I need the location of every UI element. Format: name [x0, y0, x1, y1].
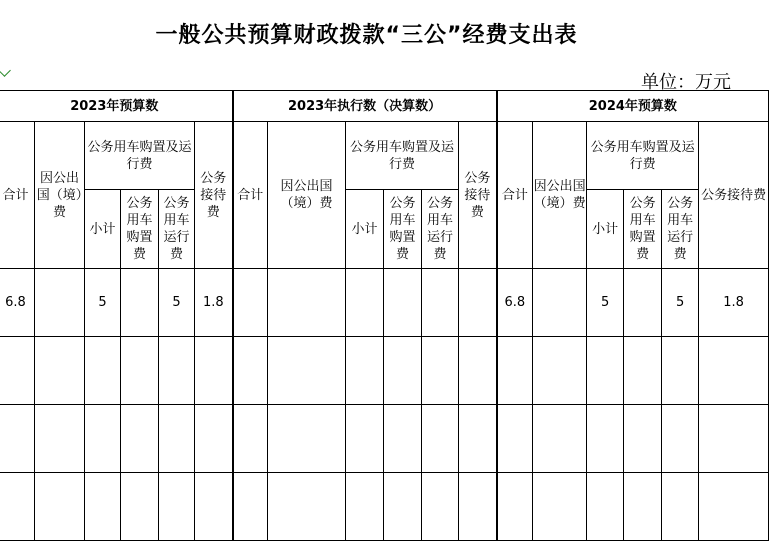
col-vehicle-header: 公务用车购置及运行费 [346, 122, 459, 190]
cell-total: 6.8 [497, 269, 533, 337]
cell-purchase [121, 269, 159, 337]
corner-check-icon [0, 64, 11, 77]
col-total-header: 合计 [497, 122, 533, 269]
col-subtotal-header: 小计 [587, 190, 624, 269]
table-row [0, 405, 769, 473]
col-operate-header: 公务用车运行费 [662, 190, 699, 269]
column-header-row [0, 122, 769, 190]
cell-operate [422, 269, 459, 337]
group-2023-actual-header: 2023年执行数（决算数） [233, 91, 497, 122]
table-title: 一般公共预算财政拨款“三公”经费支出表 [155, 23, 578, 48]
col-abroad-header: 因公出国（境）费 [533, 122, 587, 269]
col-abroad-header: 因公出国（境）费 [268, 122, 346, 269]
expense-table [0, 90, 769, 541]
cell-operate: 5 [159, 269, 195, 337]
cell-abroad [35, 269, 85, 337]
col-purchase-header: 公务用车购置费 [384, 190, 422, 269]
subcolumn-header-row [0, 190, 769, 269]
col-subtotal-header: 小计 [85, 190, 121, 269]
col-vehicle-header: 公务用车购置及运行费 [85, 122, 195, 190]
col-total-header: 合计 [0, 122, 35, 269]
cell-purchase [384, 269, 422, 337]
unit-label: 单位：万元 [641, 72, 731, 93]
cell-subtotal: 5 [85, 269, 121, 337]
col-vehicle-header: 公务用车购置及运行费 [587, 122, 699, 190]
col-total-header: 合计 [233, 122, 268, 269]
cell-abroad [533, 269, 587, 337]
col-subtotal-header: 小计 [346, 190, 384, 269]
cell-total: 6.8 [0, 269, 35, 337]
col-abroad-header: 因公出国（境）费 [35, 122, 85, 269]
col-reception-header: 公务接待费 [195, 122, 233, 269]
cell-subtotal: 5 [587, 269, 624, 337]
col-operate-header: 公务用车运行费 [159, 190, 195, 269]
col-purchase-header: 公务用车购置费 [121, 190, 159, 269]
cell-total [233, 269, 268, 337]
table-row [0, 473, 769, 541]
col-purchase-header: 公务用车购置费 [624, 190, 662, 269]
cell-purchase [624, 269, 662, 337]
cell-subtotal [346, 269, 384, 337]
col-reception-header: 公务接待费 [699, 122, 769, 269]
cell-reception: 1.8 [699, 269, 769, 337]
cell-reception: 1.8 [195, 269, 233, 337]
group-header-row [0, 91, 769, 122]
col-operate-header: 公务用车运行费 [422, 190, 459, 269]
group-2024-budget-header: 2024年预算数 [497, 91, 769, 122]
cell-reception [459, 269, 497, 337]
group-2023-budget-header: 2023年预算数 [0, 91, 233, 122]
cell-operate: 5 [662, 269, 699, 337]
table-row [0, 337, 769, 405]
cell-abroad [268, 269, 346, 337]
col-reception-header: 公务接待费 [459, 122, 497, 269]
table-row [0, 269, 769, 337]
